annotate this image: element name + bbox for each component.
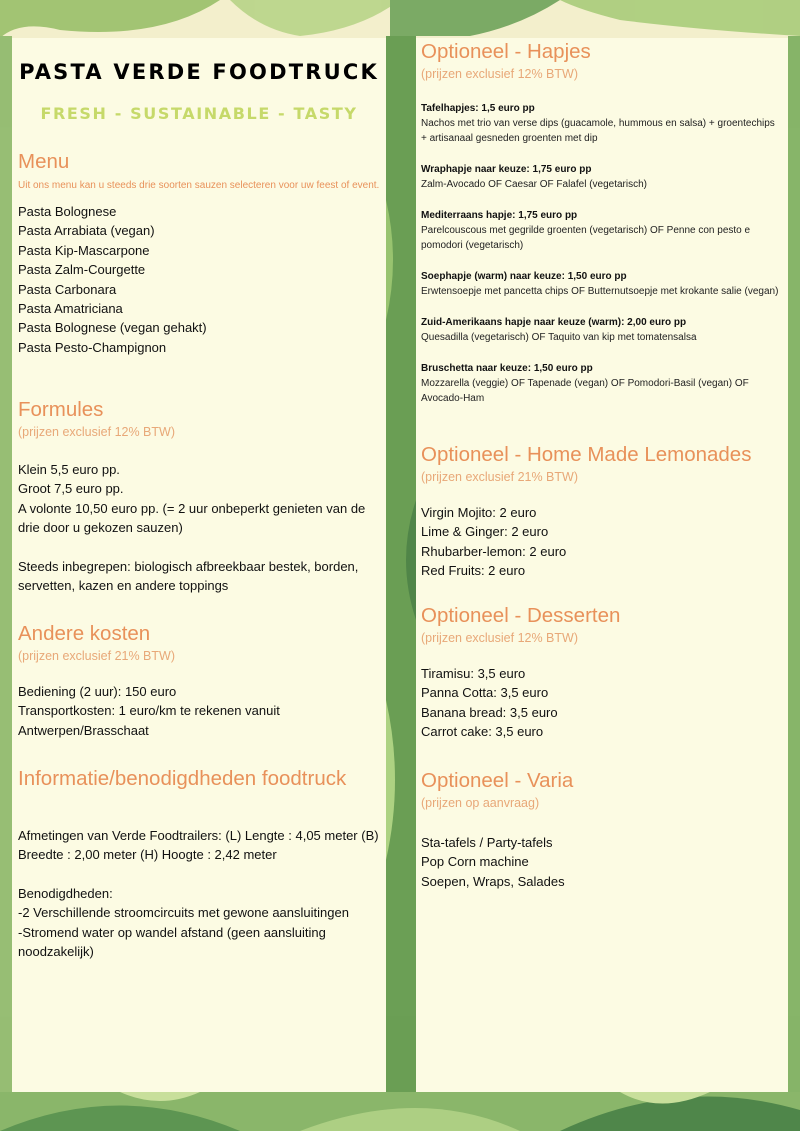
- left-panel: [12, 38, 386, 1092]
- andere-kosten-heading: Andere kosten: [18, 622, 151, 645]
- included-line: Steeds inbegrepen: biologisch afbreekbaar bestek, borden, servetten, kazen en andere toppings: [18, 558, 359, 594]
- benodigdheden-label: Benodigdheden:: [18, 885, 113, 901]
- hapje-title: Tafelhapjes: 1,5 euro pp: [421, 103, 535, 114]
- menu-item: Pasta Arrabiata (vegan): [18, 223, 155, 239]
- formule-line: Groot 7,5 euro pp.: [18, 481, 124, 497]
- varia-section: [421, 769, 783, 891]
- desserten-sub: (prijzen exclusief 12% BTW): [421, 631, 578, 645]
- tagline: FRESH - SUSTAINABLE - TASTY: [40, 104, 358, 123]
- menu-item: Pasta Amatriciana: [18, 301, 123, 317]
- hapjes-section: [421, 40, 783, 406]
- hapje-desc: Nachos met trio van verse dips (guacamole, hummous en salsa) + groentechips + artisanaal gesneden groenten met dip: [421, 118, 775, 144]
- varia-heading: Optioneel - Varia: [421, 769, 574, 792]
- informatie-section: [18, 767, 380, 961]
- lemonades-sub: (prijzen exclusief 21% BTW): [421, 470, 578, 484]
- menu-note: Uit ons menu kan u steeds drie soorten sauzen selecteren voor uw feest of event.: [18, 180, 380, 191]
- formules-sub: (prijzen exclusief 12% BTW): [18, 425, 175, 439]
- dessert-item: Panna Cotta: 3,5 euro: [421, 685, 549, 701]
- andere-kosten-sub: (prijzen exclusief 21% BTW): [18, 649, 175, 663]
- formule-line: Klein 5,5 euro pp.: [18, 462, 120, 477]
- menu-item: Pasta Zalm-Courgette: [18, 262, 146, 278]
- page-title: PASTA VERDE FOODTRUCK: [19, 60, 379, 84]
- menu-heading: Menu: [18, 150, 70, 173]
- informatie-heading: Informatie/benodigdheden foodtruck: [18, 767, 347, 790]
- desserten-section: [421, 604, 783, 742]
- dessert-item: Tiramisu: 3,5 euro: [421, 666, 526, 681]
- menu-section: [18, 150, 380, 357]
- benodigdheden-item: -Stromend water op wandel afstand (geen aansluiting noodzakelijk): [18, 924, 326, 960]
- hapje-title: Mediterraans hapje: 1,75 euro pp: [421, 210, 578, 221]
- hapje-title: Wraphapje naar keuze: 1,75 euro pp: [421, 164, 592, 175]
- hapje-title: Bruschetta naar keuze: 1,50 euro pp: [421, 363, 593, 374]
- hapje-title: Zuid-Amerikaans hapje naar keuze (warm): 2,00 euro pp: [421, 317, 687, 328]
- formule-line: A volonte 10,50 euro pp. (= 2 uur onbeperkt genieten van de drie door u gekozen sauzen): [18, 500, 366, 536]
- lemonade-item: Virgin Mojito: 2 euro: [421, 505, 537, 520]
- kosten-line: Transportkosten: 1 euro/km te rekenen vanuit Antwerpen/Brasschaat: [18, 703, 280, 738]
- benodigdheden-item: -2 Verschillende stroomcircuits met gewone aansluitingen: [18, 905, 349, 921]
- kosten-line: Bediening (2 uur): 150 euro: [18, 684, 177, 699]
- hapjes-heading: Optioneel - Hapjes: [421, 40, 591, 63]
- dessert-item: Carrot cake: 3,5 euro: [421, 724, 544, 740]
- hapje-desc: Parelcouscous met gegrilde groenten (vegetarisch) OF Penne con pesto e pomodori (vegetarisch): [421, 225, 751, 251]
- hapje-desc: Mozzarella (veggie) OF Tapenade (vegan) OF Pomodori-Basil (vegan) OF Avocado-Ham: [421, 378, 749, 404]
- hapje-desc: Quesadilla (vegetarisch) OF Taquito van kip met tomatensalsa: [421, 332, 697, 343]
- hapje-desc: Erwtensoepje met pancetta chips OF Butternutsoepje met krokante salie (vegan): [421, 286, 779, 297]
- hapje-title: Soephapje (warm) naar keuze: 1,50 euro pp: [421, 271, 627, 282]
- varia-item: Soepen, Wraps, Salades: [421, 873, 565, 889]
- menu-item: Pasta Carbonara: [18, 281, 117, 297]
- menu-item: Pasta Kip-Mascarpone: [18, 242, 150, 258]
- hapje-desc: Zalm-Avocado OF Caesar OF Falafel (vegetarisch): [421, 179, 648, 190]
- dessert-item: Banana bread: 3,5 euro: [421, 704, 558, 720]
- lemonade-item: Rhubarber-lemon: 2 euro: [421, 543, 567, 559]
- menu-item: Pasta Pesto-Champignon: [18, 339, 167, 355]
- menu-item: Pasta Bolognese (vegan gehakt): [18, 320, 207, 336]
- varia-item: Pop Corn machine: [421, 854, 529, 870]
- varia-sub: (prijzen op aanvraag): [421, 796, 540, 810]
- right-panel: [416, 38, 788, 1092]
- lemonade-item: Red Fruits: 2 euro: [421, 563, 526, 579]
- hapjes-sub: (prijzen exclusief 12% BTW): [421, 67, 578, 81]
- lemonade-item: Lime & Ginger: 2 euro: [421, 524, 549, 540]
- formules-heading: Formules: [18, 398, 104, 421]
- andere-kosten-section: [18, 622, 380, 740]
- formules-section: [18, 398, 380, 595]
- afmetingen-line: Afmetingen van Verde Foodtrailers: (L) Lengte : 4,05 meter (B) Breedte : 2,00 meter (H) Hoogte : 2,42 meter: [18, 828, 379, 863]
- varia-item: Sta-tafels / Party-tafels: [421, 835, 553, 850]
- menu-item: Pasta Bolognese: [18, 204, 117, 219]
- lemonades-heading: Optioneel - Home Made Lemonades: [421, 443, 752, 466]
- desserten-heading: Optioneel - Desserten: [421, 604, 621, 627]
- lemonades-section: [421, 443, 783, 581]
